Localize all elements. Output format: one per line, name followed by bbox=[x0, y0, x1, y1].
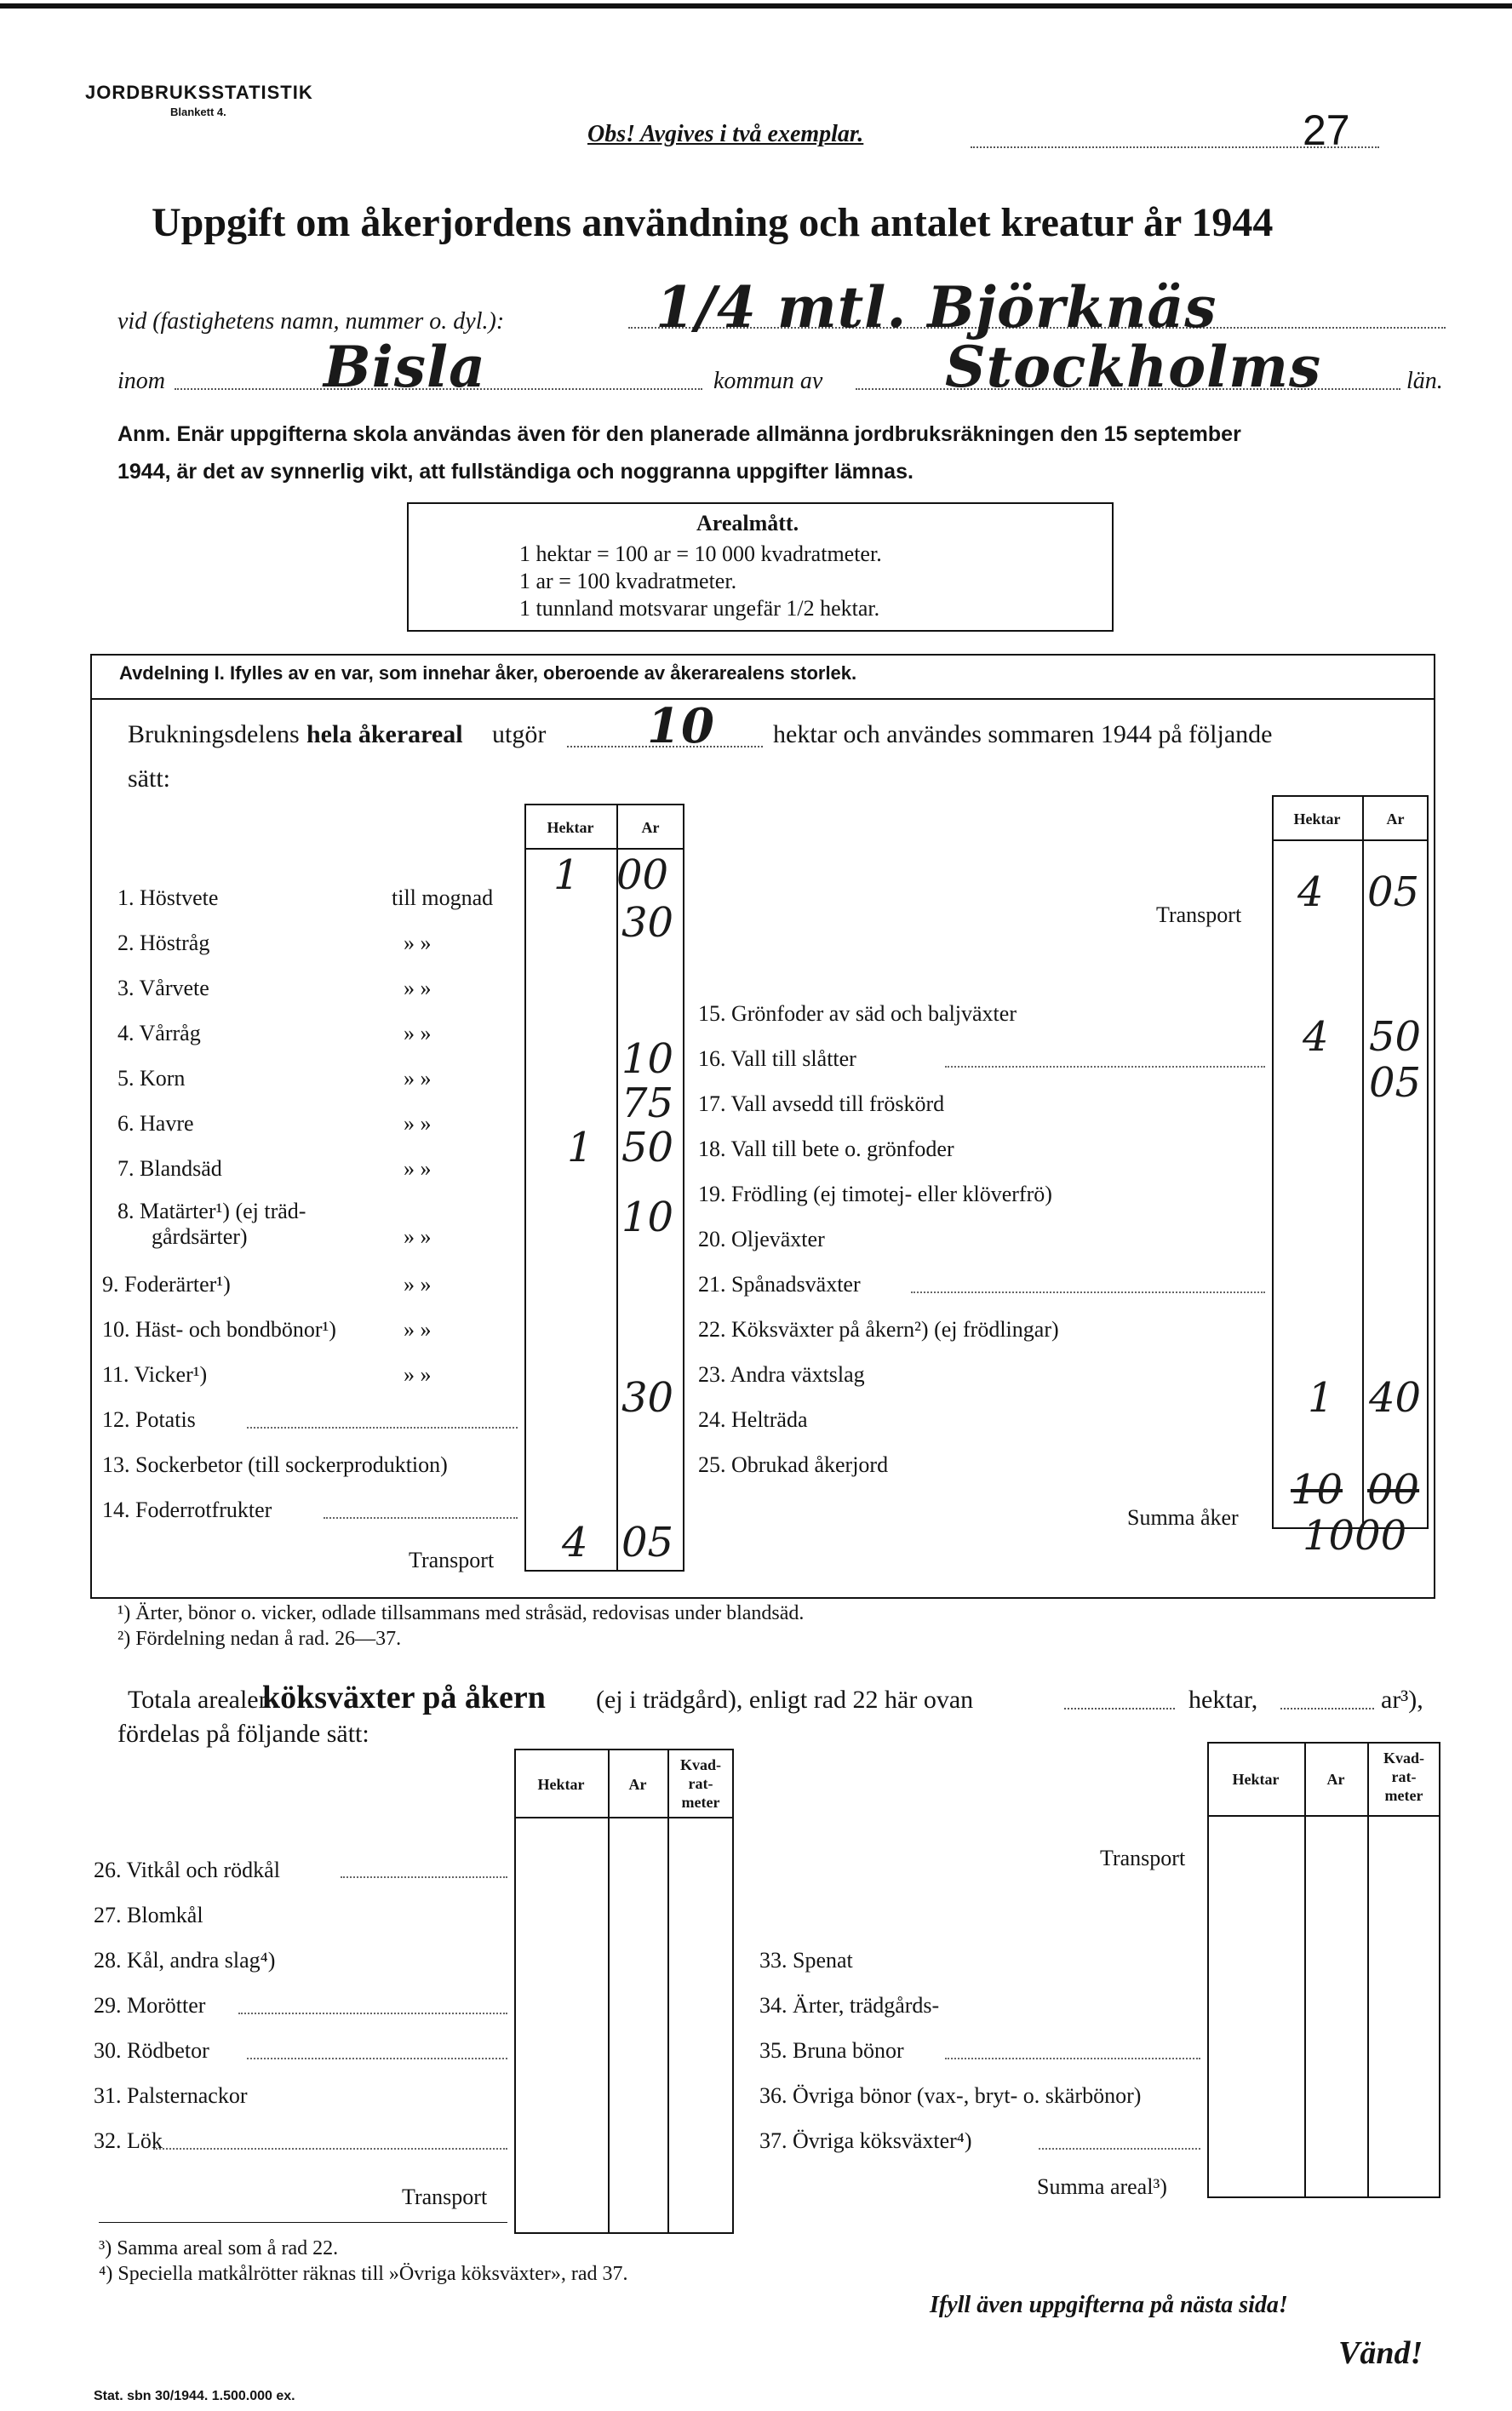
s2-left-transport: Transport bbox=[402, 2185, 488, 2209]
row-dots bbox=[324, 1517, 518, 1519]
row-ar: 50 bbox=[621, 1124, 674, 1171]
row-28: 28. Kål, andra slag⁴) bbox=[94, 1948, 276, 1973]
row-label: 8. Matärter¹) (ej träd- bbox=[117, 1199, 306, 1223]
footnote-3: ³) Samma areal som å rad 22. bbox=[99, 2237, 339, 2259]
s2-right-col-hektar: Hektar bbox=[1232, 1771, 1280, 1788]
left-transport-hektar: 4 bbox=[562, 1519, 588, 1566]
row-mid: » » bbox=[404, 1111, 432, 1136]
intro-c: utgör bbox=[492, 720, 547, 748]
s2-right-div1 bbox=[1304, 1742, 1306, 2198]
row-ar: 40 bbox=[1369, 1374, 1422, 1422]
footnote-2: ²) Fördelning nedan å rad. 26—37. bbox=[117, 1628, 402, 1650]
right-header-rule bbox=[1272, 839, 1429, 841]
lan-label: län. bbox=[1406, 368, 1443, 394]
s2-hektar-line bbox=[1064, 1708, 1175, 1709]
s2-right-col-ar: Ar bbox=[1326, 1771, 1345, 1788]
notice-two-copies: Obs! Avgives i två exemplar. bbox=[587, 121, 864, 147]
row-ar: 75 bbox=[621, 1080, 674, 1127]
s2-right-transport: Transport bbox=[1100, 1846, 1186, 1870]
row-dots bbox=[341, 1876, 507, 1878]
intro-e: sätt: bbox=[128, 765, 170, 793]
s2-left-col-kvad: Kvad- rat- meter bbox=[679, 1756, 721, 1811]
row-dots bbox=[1039, 2148, 1200, 2150]
row-label: 16. Vall till slåtter bbox=[698, 1046, 856, 1071]
intro-b: hela åkerareal bbox=[306, 720, 463, 748]
row-label: 20. Oljeväxter bbox=[698, 1227, 825, 1251]
row-label: 18. Vall till bete o. grönfoder bbox=[698, 1137, 954, 1161]
row-dots bbox=[153, 2148, 507, 2150]
s2-left-col-ar: Ar bbox=[628, 1776, 647, 1793]
areal-row-2: 1 ar = 100 kvadratmeter. bbox=[519, 569, 737, 593]
top-border bbox=[0, 3, 1512, 9]
right-col-ar: Ar bbox=[1386, 810, 1405, 828]
row-dots bbox=[945, 2058, 1200, 2059]
row-mid: » » bbox=[404, 976, 432, 1000]
row-label: 13. Sockerbetor (till sockerproduktion) bbox=[102, 1452, 448, 1477]
row-26: 26. Vitkål och rödkål bbox=[94, 1858, 280, 1882]
s2-intro-b: köksväxter på åkern bbox=[262, 1680, 546, 1715]
areal-box bbox=[407, 502, 1114, 632]
row-label: 22. Köksväxter på åkern²) (ej frödlingar) bbox=[698, 1317, 1059, 1342]
row-ar: 30 bbox=[621, 899, 674, 947]
s2-left-div2 bbox=[667, 1749, 669, 2234]
row-dots bbox=[945, 1066, 1265, 1068]
section1-bottom-rule bbox=[90, 1597, 1435, 1599]
row-dots bbox=[911, 1291, 1265, 1293]
row-label: 5. Korn bbox=[117, 1066, 186, 1091]
row-label: 24. Helträda bbox=[698, 1407, 808, 1432]
row-dots bbox=[247, 2058, 507, 2059]
s2-summa-label: Summa areal³) bbox=[1037, 2174, 1167, 2199]
s2-right-table bbox=[1207, 1742, 1440, 2198]
footnote-4: ⁴) Speciella matkålrötter räknas till »Övriga köksväxter», rad 37. bbox=[99, 2263, 628, 2285]
row-label: 25. Obrukad åkerjord bbox=[698, 1452, 889, 1477]
row-mid: till mognad bbox=[392, 885, 494, 910]
left-transport-ar: 05 bbox=[621, 1519, 674, 1566]
fill-next-page-note: Ifyll även uppgifterna på nästa sida! bbox=[930, 2292, 1288, 2318]
row-label: 10. Häst- och bondbönor¹) bbox=[102, 1317, 336, 1342]
right-transport-hektar: 4 bbox=[1297, 868, 1324, 916]
row-mid: » » bbox=[404, 1272, 432, 1297]
row-36: 36. Övriga bönor (vax-, bryt- o. skärbönor) bbox=[759, 2083, 1142, 2108]
summa-correction: 1000 bbox=[1303, 1512, 1407, 1560]
row-dots bbox=[247, 1427, 518, 1429]
page-title: Uppgift om åkerjordens användning och antalet kreatur år 1944 bbox=[152, 200, 1274, 245]
row-ar: 50 bbox=[1369, 1013, 1422, 1061]
row-ar: 05 bbox=[1369, 1059, 1422, 1107]
row-31: 31. Palsternackor bbox=[94, 2083, 248, 2108]
form-number: Blankett 4. bbox=[170, 106, 226, 118]
kommun-label: kommun av bbox=[713, 368, 823, 394]
row-label: 2. Höstråg bbox=[117, 931, 210, 955]
total-area-value: 10 bbox=[647, 698, 715, 754]
s2-intro-e: ar³), bbox=[1381, 1686, 1423, 1714]
property-value: 1/4 mtl. Björknäs bbox=[656, 274, 1217, 341]
row-label: 1. Höstvete bbox=[117, 885, 219, 910]
row-label: 19. Frödling (ej timotej- eller klöverfrö) bbox=[698, 1182, 1052, 1206]
row-label: 14. Foderrotfrukter bbox=[102, 1498, 272, 1522]
row-label: 3. Vårvete bbox=[117, 976, 209, 1000]
row-label-2: gårdsärter) bbox=[152, 1224, 248, 1249]
summa-hektar: 10 bbox=[1291, 1466, 1343, 1514]
row-32: 32. Lök bbox=[94, 2128, 163, 2153]
summa-ar: 00 bbox=[1367, 1466, 1420, 1514]
row-mid: » » bbox=[404, 1362, 432, 1387]
left-transport-label: Transport bbox=[409, 1548, 495, 1572]
right-transport-label: Transport bbox=[1156, 902, 1242, 927]
row-label: 21. Spånadsväxter bbox=[698, 1272, 861, 1297]
row-hektar: 1 bbox=[553, 851, 580, 899]
s2-intro-a: Totala arealen bbox=[128, 1686, 272, 1714]
row-label: 7. Blandsäd bbox=[117, 1156, 222, 1181]
row-29: 29. Morötter bbox=[94, 1993, 206, 2018]
row-30: 30. Rödbetor bbox=[94, 2038, 209, 2063]
left-col-hektar: Hektar bbox=[547, 819, 594, 836]
left-col-ar: Ar bbox=[641, 819, 660, 836]
row-35: 35. Bruna bönor bbox=[759, 2038, 904, 2063]
section1-left-rule bbox=[90, 654, 92, 1599]
intro-d: hektar och användes sommaren 1944 på följande bbox=[773, 720, 1273, 748]
section1-top-rule bbox=[90, 654, 1435, 656]
row-27: 27. Blomkål bbox=[94, 1903, 203, 1927]
row-label: 4. Vårråg bbox=[117, 1021, 201, 1045]
note-line-1: Anm. Enär uppgifterna skola användas även för den planerade allmänna jordbruksräkningen den 15 september bbox=[117, 422, 1241, 446]
row-label: 17. Vall avsedd till fröskörd bbox=[698, 1091, 945, 1116]
areal-title: Arealmått. bbox=[696, 511, 799, 535]
row-mid: » » bbox=[404, 1224, 432, 1249]
row-mid: » » bbox=[404, 1317, 432, 1342]
org-name: JORDBRUKSSTATISTIK bbox=[85, 82, 313, 103]
s2-right-div2 bbox=[1367, 1742, 1369, 2198]
row-ar: 30 bbox=[621, 1374, 674, 1422]
footnote-rule bbox=[99, 2222, 507, 2223]
row-label: 9. Foderärter¹) bbox=[102, 1272, 231, 1297]
inom-value: Bisla bbox=[324, 334, 486, 400]
s2-left-div1 bbox=[608, 1749, 610, 2234]
property-label: vid (fastighetens namn, nummer o. dyl.): bbox=[117, 308, 505, 335]
row-label: 12. Potatis bbox=[102, 1407, 196, 1432]
intro-a: Brukningsdelens bbox=[128, 720, 300, 748]
s2-left-col-hektar: Hektar bbox=[537, 1776, 585, 1793]
kommun-value: Stockholms bbox=[945, 334, 1322, 400]
footnote-1: ¹) Ärter, bönor o. vicker, odlade tillsammans med stråsäd, redovisas under blandsäd. bbox=[117, 1602, 805, 1624]
s2-left-table bbox=[514, 1749, 734, 2234]
left-col-divider bbox=[616, 804, 618, 1572]
page-number: 27 bbox=[1303, 106, 1350, 154]
row-hektar: 1 bbox=[1308, 1374, 1334, 1422]
row-34: 34. Ärter, trädgårds- bbox=[759, 1993, 940, 2018]
s2-intro-d: hektar, bbox=[1188, 1686, 1258, 1714]
row-mid: » » bbox=[404, 931, 432, 955]
s2-intro-c: (ej i trädgård), enligt rad 22 här ovan bbox=[596, 1686, 974, 1714]
left-header-rule bbox=[524, 848, 684, 850]
row-ar: 00 bbox=[616, 851, 669, 899]
row-hektar: 1 bbox=[567, 1124, 593, 1171]
row-mid: » » bbox=[404, 1066, 432, 1091]
row-mid: » » bbox=[404, 1021, 432, 1045]
section1-right-rule bbox=[1434, 654, 1435, 1599]
s2-right-header-rule bbox=[1207, 1815, 1440, 1817]
row-ar: 10 bbox=[621, 1194, 674, 1241]
right-col-hektar: Hektar bbox=[1293, 810, 1341, 828]
row-hektar: 4 bbox=[1303, 1013, 1329, 1061]
row-33: 33. Spenat bbox=[759, 1948, 853, 1973]
row-label: 23. Andra växtslag bbox=[698, 1362, 865, 1387]
areal-row-3: 1 tunnland motsvarar ungefär 1/2 hektar. bbox=[519, 596, 880, 621]
inom-label: inom bbox=[117, 368, 165, 394]
row-label: 6. Havre bbox=[117, 1111, 194, 1136]
turn-page-note: Vänd! bbox=[1338, 2335, 1423, 2371]
areal-row-1: 1 hektar = 100 ar = 10 000 kvadratmeter. bbox=[519, 541, 882, 566]
section1-heading-rule bbox=[90, 698, 1435, 700]
right-col-divider bbox=[1362, 795, 1364, 1529]
header-dotline bbox=[971, 146, 1379, 148]
s2-ar-line bbox=[1280, 1708, 1374, 1709]
section1-heading: Avdelning I. Ifylles av en var, som innehar åker, oberoende av åkerarealens storlek. bbox=[119, 662, 857, 684]
s2-right-col-kvad: Kvad- rat- meter bbox=[1383, 1750, 1424, 1804]
right-transport-ar: 05 bbox=[1367, 868, 1420, 916]
row-label: 15. Grönfoder av säd och baljväxter bbox=[698, 1001, 1017, 1026]
note-line-2: 1944, är det av synnerlig vikt, att fullständiga och noggranna uppgifter lämnas. bbox=[117, 460, 914, 484]
row-label: 11. Vicker¹) bbox=[102, 1362, 208, 1387]
summa-label: Summa åker bbox=[1127, 1505, 1239, 1530]
row-37: 37. Övriga köksväxter⁴) bbox=[759, 2128, 972, 2153]
row-dots bbox=[238, 2013, 507, 2014]
row-ar: 10 bbox=[621, 1035, 674, 1083]
s2-left-header-rule bbox=[514, 1817, 734, 1818]
s2-intro-f: fördelas på följande sätt: bbox=[117, 1720, 369, 1748]
row-mid: » » bbox=[404, 1156, 432, 1181]
print-info: Stat. sbn 30/1944. 1.500.000 ex. bbox=[94, 2389, 295, 2403]
